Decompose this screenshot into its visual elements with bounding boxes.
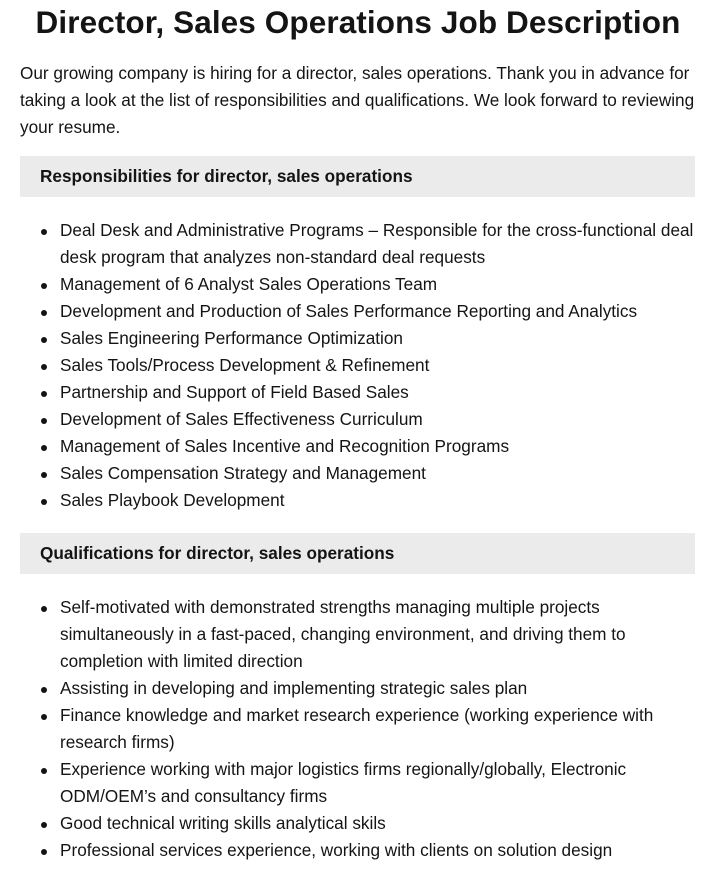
list-item bbox=[20, 406, 700, 433]
list-item-text: Development and Production of Sales Performance Reporting and Analytics bbox=[60, 301, 638, 321]
bullet-icon bbox=[41, 229, 47, 235]
list-item-text: Sales Playbook Development bbox=[60, 490, 285, 510]
list-item bbox=[20, 810, 700, 837]
bullet-icon bbox=[41, 337, 47, 343]
list-item bbox=[20, 271, 700, 298]
bullet-icon bbox=[41, 849, 47, 855]
list-item-text: Experience working with major logistics firms regionally/globally, Electronic ODM/OEM’s and consultancy firms bbox=[60, 759, 627, 806]
bullet-icon bbox=[41, 822, 47, 828]
list-item-text: Development of Sales Effectiveness Curriculum bbox=[60, 409, 423, 429]
list-item-text: Sales Compensation Strategy and Management bbox=[60, 463, 426, 483]
list-item bbox=[20, 487, 700, 514]
bullet-icon bbox=[41, 472, 47, 478]
list-item-text: Self-motivated with demonstrated strengths managing multiple projects simultaneously in a fast-paced, changing environment, and driving them to completion with limited direction bbox=[60, 597, 626, 671]
list-item bbox=[20, 325, 700, 352]
bullet-icon bbox=[41, 364, 47, 370]
list-item bbox=[20, 460, 700, 487]
bullet-icon bbox=[41, 418, 47, 424]
list-item bbox=[20, 837, 700, 864]
bullet-icon bbox=[41, 391, 47, 397]
list-item-text: Partnership and Support of Field Based Sales bbox=[60, 382, 409, 402]
list-item bbox=[20, 756, 700, 810]
intro-paragraph: Our growing company is hiring for a director, sales operations. Thank you in advance for taking a look at the list of responsibilities and qualifications. We look forward to reviewing your resume. bbox=[20, 63, 695, 137]
list-item-text: Assisting in developing and implementing strategic sales plan bbox=[60, 678, 528, 698]
list-item bbox=[20, 217, 700, 271]
bullet-icon bbox=[41, 606, 47, 612]
qualifications-heading: Qualifications for director, sales operations bbox=[20, 533, 695, 574]
list-item bbox=[20, 675, 700, 702]
list-item bbox=[20, 433, 700, 460]
list-item bbox=[20, 702, 700, 756]
bullet-icon bbox=[41, 310, 47, 316]
list-item bbox=[20, 594, 700, 675]
list-item-text: Sales Tools/Process Development & Refinement bbox=[60, 355, 430, 375]
bullet-icon bbox=[41, 687, 47, 693]
list-item-text: Good technical writing skills analytical skils bbox=[60, 813, 386, 833]
page-title: Director, Sales Operations Job Description bbox=[35, 4, 681, 40]
list-item-text: Finance knowledge and market research experience (working experience with research firms) bbox=[60, 705, 654, 752]
bullet-icon bbox=[41, 445, 47, 451]
list-item bbox=[20, 379, 700, 406]
responsibilities-list bbox=[20, 217, 700, 514]
list-item-text: Deal Desk and Administrative Programs – Responsible for the cross-functional deal desk program that analyzes non-standard deal requests bbox=[60, 220, 694, 267]
bullet-icon bbox=[41, 499, 47, 505]
bullet-icon bbox=[41, 768, 47, 774]
qualifications-list bbox=[20, 594, 700, 864]
list-item-text: Management of Sales Incentive and Recognition Programs bbox=[60, 436, 510, 456]
responsibilities-heading: Responsibilities for director, sales operations bbox=[20, 156, 695, 197]
list-item-text: Management of 6 Analyst Sales Operations Team bbox=[60, 274, 438, 294]
list-item bbox=[20, 352, 700, 379]
bullet-icon bbox=[41, 283, 47, 289]
bullet-icon bbox=[41, 714, 47, 720]
list-item-text: Sales Engineering Performance Optimization bbox=[60, 328, 403, 348]
list-item-text: Professional services experience, working with clients on solution design bbox=[60, 840, 613, 860]
list-item bbox=[20, 298, 700, 325]
